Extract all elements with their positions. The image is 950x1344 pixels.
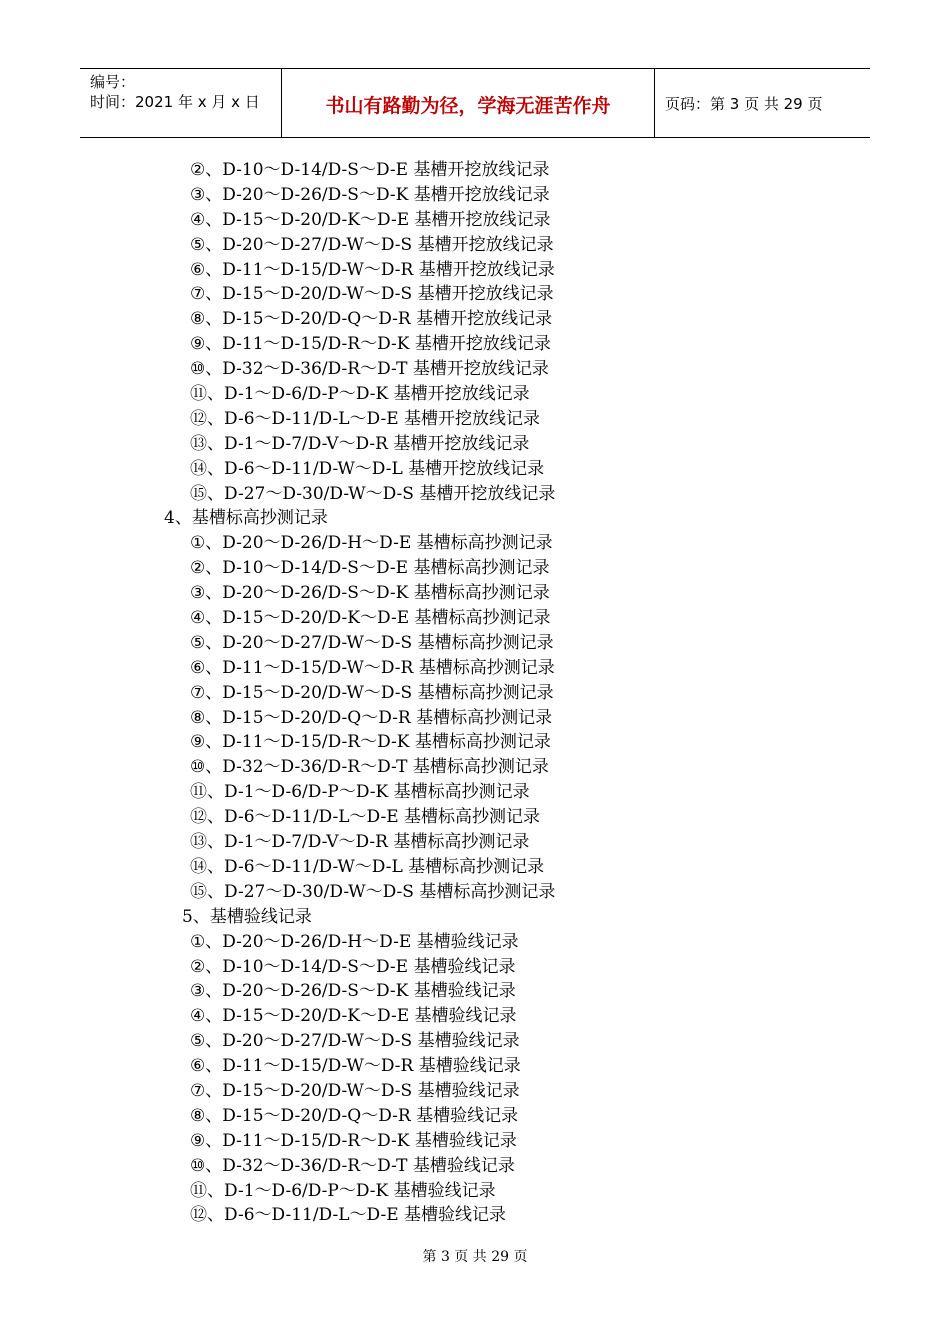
list-item: ③、D-20～D-26/D-S～D-K 基槽验线记录	[190, 981, 516, 1002]
list-item: ③、D-20～D-26/D-S～D-K 基槽标高抄测记录	[190, 583, 550, 604]
list-item: ⑪、D-1～D-6/D-P～D-K 基槽标高抄测记录	[190, 782, 530, 803]
list-item: ⑧、D-15～D-20/D-Q～D-R 基槽验线记录	[190, 1105, 519, 1126]
list-item: ⑦、D-15～D-20/D-W～D-S 基槽验线记录	[190, 1080, 520, 1101]
section-heading: 5、基槽验线记录	[182, 906, 312, 927]
list-item: ⑧、D-15～D-20/D-Q～D-R 基槽标高抄测记录	[190, 707, 553, 728]
list-item: ⑫、D-6～D-11/D-L～D-E 基槽开挖放线记录	[190, 408, 541, 429]
list-item: ⑬、D-1～D-7/D-V～D-R 基槽标高抄测记录	[190, 832, 530, 853]
list-item: ⑤、D-20～D-27/D-W～D-S 基槽标高抄测记录	[190, 632, 554, 653]
list-item: ⑤、D-20～D-27/D-W～D-S 基槽开挖放线记录	[190, 234, 554, 255]
list-item: ⑨、D-11～D-15/D-R～D-K 基槽开挖放线记录	[190, 334, 551, 355]
list-item: ③、D-20～D-26/D-S～D-K 基槽开挖放线记录	[190, 184, 550, 205]
list-item: ②、D-10～D-14/D-S～D-E 基槽开挖放线记录	[190, 160, 550, 180]
header-page-number: 页码：第 3 页 共 29 页	[665, 95, 823, 113]
list-item: ⑦、D-15～D-20/D-W～D-S 基槽标高抄测记录	[190, 682, 554, 703]
list-item: ⑪、D-1～D-6/D-P～D-K 基槽验线记录	[190, 1180, 496, 1201]
page-header	[80, 68, 870, 138]
list-item: ⑪、D-1～D-6/D-P～D-K 基槽开挖放线记录	[190, 384, 530, 405]
page-footer: 第 3 页 共 29 页	[422, 1249, 528, 1265]
list-item: ⑮、D-27～D-30/D-W～D-S 基槽开挖放线记录	[190, 483, 556, 504]
list-item: ①、D-20～D-26/D-H～D-E 基槽标高抄测记录	[190, 533, 553, 554]
list-item: ⑫、D-6～D-11/D-L～D-E 基槽验线记录	[190, 1205, 507, 1226]
list-item: ⑥、D-11～D-15/D-W～D-R 基槽标高抄测记录	[190, 657, 555, 678]
list-item: ④、D-15～D-20/D-K～D-E 基槽标高抄测记录	[190, 608, 551, 629]
list-item: ⑭、D-6～D-11/D-W～D-L 基槽开挖放线记录	[190, 458, 545, 479]
document-number-label: 编号：	[90, 73, 136, 91]
list-item: ④、D-15～D-20/D-K～D-E 基槽验线记录	[190, 1006, 517, 1027]
list-item: ⑧、D-15～D-20/D-Q～D-R 基槽开挖放线记录	[190, 309, 553, 330]
header-motto-cell	[282, 69, 655, 137]
list-item: ⑥、D-11～D-15/D-W～D-R 基槽开挖放线记录	[190, 259, 555, 280]
header-motto: 书山有路勤为径，学海无涯苦作舟	[325, 95, 611, 117]
list-item: ⑭、D-6～D-11/D-W～D-L 基槽标高抄测记录	[190, 856, 545, 877]
list-item: ①、D-20～D-26/D-H～D-E 基槽验线记录	[190, 931, 519, 952]
list-item: ⑩、D-32～D-36/D-R～D-T 基槽标高抄测记录	[190, 757, 549, 778]
list-item: ⑤、D-20～D-27/D-W～D-S 基槽验线记录	[190, 1031, 520, 1052]
list-item: ④、D-15～D-20/D-K～D-E 基槽开挖放线记录	[190, 209, 551, 230]
header-page-cell	[655, 69, 870, 137]
document-time-label: 时间：2021 年 x 月 x 日	[90, 93, 260, 111]
list-item: ⑮、D-27～D-30/D-W～D-S 基槽标高抄测记录	[190, 881, 556, 902]
header-info-cell	[80, 69, 282, 137]
list-item: ⑩、D-32～D-36/D-R～D-T 基槽开挖放线记录	[190, 359, 549, 380]
list-item: ⑨、D-11～D-15/D-R～D-K 基槽标高抄测记录	[190, 732, 551, 753]
list-item: ⑨、D-11～D-15/D-R～D-K 基槽验线记录	[190, 1130, 517, 1151]
list-item: ⑬、D-1～D-7/D-V～D-R 基槽开挖放线记录	[190, 433, 530, 454]
list-item: ②、D-10～D-14/D-S～D-E 基槽标高抄测记录	[190, 558, 550, 579]
list-item: ⑦、D-15～D-20/D-W～D-S 基槽开挖放线记录	[190, 284, 554, 305]
list-item: ⑩、D-32～D-36/D-R～D-T 基槽验线记录	[190, 1155, 515, 1176]
list-item: ⑫、D-6～D-11/D-L～D-E 基槽标高抄测记录	[190, 807, 541, 828]
document-body	[0, 158, 950, 1228]
list-item: ⑥、D-11～D-15/D-W～D-R 基槽验线记录	[190, 1056, 521, 1077]
section-heading: 4、基槽标高抄测记录	[164, 508, 328, 529]
list-item: ②、D-10～D-14/D-S～D-E 基槽验线记录	[190, 956, 516, 977]
